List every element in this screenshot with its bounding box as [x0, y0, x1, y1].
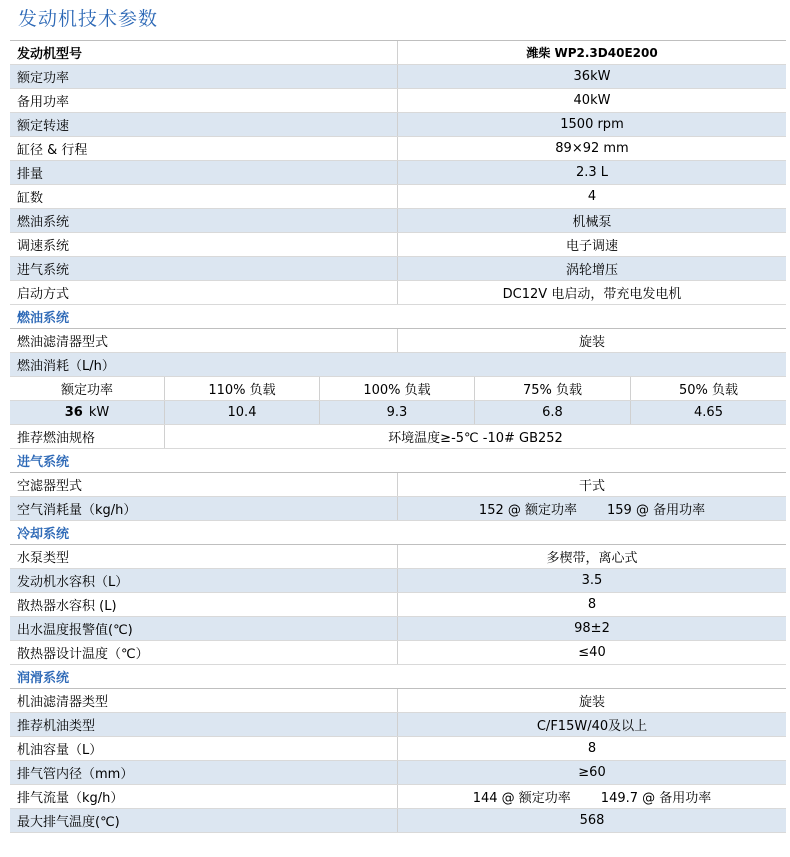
table-row	[10, 713, 786, 737]
row-label: 进气系统	[10, 257, 398, 280]
row-label: 燃油滤清器型式	[10, 329, 398, 352]
power-cell	[10, 401, 165, 424]
table-row	[10, 281, 786, 305]
table-row	[10, 761, 786, 785]
table-row	[10, 809, 786, 833]
load-value: 10.4	[165, 401, 320, 424]
model-value: 潍柴 WP2.3D40E200	[526, 46, 658, 60]
row-value	[398, 785, 786, 808]
row-label: 发动机水容积（L）	[10, 569, 398, 592]
table-row	[10, 185, 786, 209]
row-value: 机械泵	[572, 215, 612, 230]
load-header: 50% 负载	[678, 383, 739, 398]
row-value: DC12V 电启动，带充电发电机	[502, 287, 682, 302]
row-value: ≤40	[578, 645, 606, 660]
load-header: 100% 负载	[320, 377, 475, 400]
row-value: 36kW	[573, 69, 611, 84]
row-value: 多楔带，离心式	[546, 551, 638, 566]
load-value: 9.3	[320, 401, 475, 424]
air-value-rated: 152 @ 额定功率	[478, 503, 577, 518]
load-header: 110% 负载	[165, 377, 320, 400]
page-title: 发动机技术参数	[18, 8, 159, 30]
row-value: 1500 rpm	[560, 117, 624, 132]
row-value: 89×92 mm	[555, 141, 629, 156]
row-label: 排量	[10, 161, 398, 184]
row-value: 旋装	[578, 695, 605, 710]
table-row	[10, 233, 786, 257]
row-value: 涡轮增压	[565, 263, 618, 278]
section-header-intake	[10, 449, 786, 473]
section-header-lubrication	[10, 665, 786, 689]
table-row	[10, 161, 786, 185]
row-value: 干式	[578, 479, 605, 494]
row-label: 水泵类型	[10, 545, 398, 568]
table-row	[10, 329, 786, 353]
spec-table	[10, 40, 786, 833]
row-label: 燃油消耗（L/h）	[17, 359, 115, 374]
row-label: 出水温度报警值(℃)	[10, 617, 398, 640]
section-header-cooling	[10, 521, 786, 545]
row-label: 空滤器型式	[10, 473, 398, 496]
air-value-standby: 159 @ 备用功率	[607, 503, 706, 518]
flow-value-standby: 149.7 @ 备用功率	[600, 791, 712, 806]
table-row	[10, 569, 786, 593]
table-row	[10, 89, 786, 113]
section-title: 冷却系统	[17, 527, 70, 542]
row-label: 缸径 & 行程	[10, 137, 398, 160]
row-value: 2.3 L	[575, 165, 609, 180]
exhaust-flow-row	[10, 785, 786, 809]
row-label: 燃油系统	[10, 209, 398, 232]
load-header: 额定功率	[10, 377, 165, 400]
row-label: 额定转速	[10, 113, 398, 136]
row-value: ≥60	[578, 765, 606, 780]
row-label: 额定功率	[10, 65, 398, 88]
row-label: 启动方式	[10, 281, 398, 304]
load-value: 4.65	[694, 405, 723, 420]
row-value: 40kW	[573, 93, 611, 108]
load-value: 6.8	[475, 401, 631, 424]
row-label: 缸数	[10, 185, 398, 208]
flow-value-rated: 144 @ 额定功率	[472, 791, 571, 806]
row-value: 电子调速	[565, 239, 618, 254]
row-label: 推荐机油类型	[10, 713, 398, 736]
row-label: 散热器设计温度（℃）	[10, 641, 398, 664]
table-row	[10, 689, 786, 713]
table-row	[10, 257, 786, 281]
row-value: 8	[587, 597, 597, 612]
row-label: 备用功率	[10, 89, 398, 112]
section-title: 润滑系统	[17, 671, 70, 686]
load-header: 75% 负载	[475, 377, 631, 400]
table-row	[10, 617, 786, 641]
row-value: C/F15W/40及以上	[536, 719, 648, 734]
table-row	[10, 473, 786, 497]
section-title: 进气系统	[17, 455, 70, 470]
row-label: 机油容量（L）	[10, 737, 398, 760]
row-value: 环境温度≥-5℃ -10# GB252	[388, 431, 563, 446]
row-value: 4	[587, 189, 597, 204]
row-label: 机油滤清器类型	[10, 689, 398, 712]
power-unit: kW	[88, 405, 110, 420]
row-label: 推荐燃油规格	[10, 425, 165, 448]
table-row	[10, 545, 786, 569]
table-row	[10, 593, 786, 617]
model-label: 发动机型号	[10, 41, 398, 64]
table-row	[10, 737, 786, 761]
table-row	[10, 65, 786, 89]
row-label: 排气流量（kg/h）	[10, 785, 398, 808]
model-row	[10, 41, 786, 65]
table-row	[10, 113, 786, 137]
row-value: 3.5	[581, 573, 603, 588]
load-header-row	[10, 377, 786, 401]
row-value: 旋装	[578, 335, 605, 350]
fuel-spec-row	[10, 425, 786, 449]
table-row	[10, 137, 786, 161]
air-consumption-row	[10, 497, 786, 521]
power-value: 36	[64, 405, 83, 420]
row-label: 最大排气温度(℃)	[10, 809, 398, 832]
row-label: 调速系统	[10, 233, 398, 256]
table-row	[10, 209, 786, 233]
row-label: 空气消耗量（kg/h）	[10, 497, 398, 520]
table-row	[10, 641, 786, 665]
row-value: 568	[579, 813, 605, 828]
row-value: 98±2	[574, 621, 610, 636]
section-title: 燃油系统	[17, 311, 70, 326]
row-label: 散热器水容积 (L)	[10, 593, 398, 616]
section-header-fuel	[10, 305, 786, 329]
row-label: 排气管内径（mm）	[10, 761, 398, 784]
row-value	[398, 497, 786, 520]
load-value-row	[10, 401, 786, 425]
row-value: 8	[587, 741, 597, 756]
fuel-consumption-row	[10, 353, 786, 377]
